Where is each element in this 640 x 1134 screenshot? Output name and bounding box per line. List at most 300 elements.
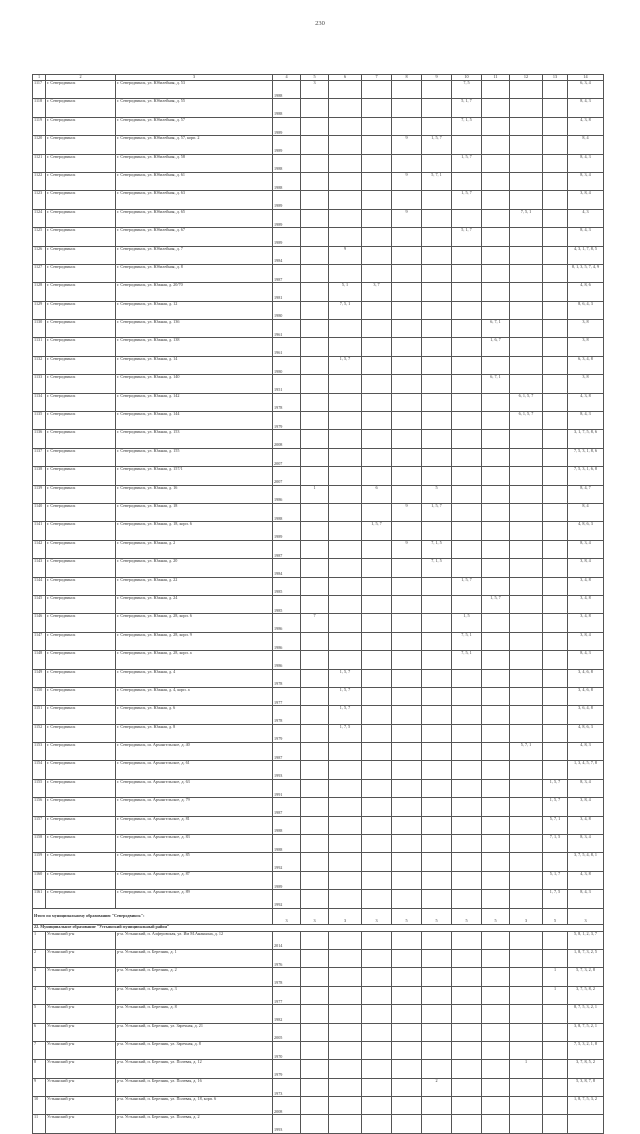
year-cell: 2008	[273, 1097, 301, 1115]
work-cell-7: 1, 5, 7	[362, 522, 392, 540]
work-cell-8	[392, 853, 422, 871]
work-cell-6	[329, 986, 362, 1004]
row-number: 1	[33, 931, 46, 949]
work-cell-6	[329, 835, 362, 853]
work-cell-14: 5, 8, 1, 2, 3, 7	[568, 931, 604, 949]
work-cell-7	[362, 1041, 392, 1059]
work-cell-12	[510, 1041, 543, 1059]
year-cell: 1984	[273, 559, 301, 577]
work-cell-9	[422, 687, 452, 705]
work-cell-8	[392, 724, 422, 742]
work-cell-9	[422, 117, 452, 135]
work-cell-6	[329, 1115, 362, 1133]
year-cell: 1970	[273, 1041, 301, 1059]
work-cell-6	[329, 890, 362, 908]
work-cell-14: 5, 7, 3, 2, 8	[568, 968, 604, 986]
work-cell-12	[510, 669, 543, 687]
table-row	[33, 968, 604, 986]
work-cell-13	[543, 191, 568, 209]
work-cell-9	[422, 467, 452, 485]
work-cell-6	[329, 228, 362, 246]
work-cell-6	[329, 559, 362, 577]
work-cell-10	[452, 931, 482, 949]
work-cell-6	[329, 448, 362, 466]
work-cell-6	[329, 81, 362, 99]
work-cell-12	[510, 467, 543, 485]
work-cell-5	[301, 320, 329, 338]
work-cell-5	[301, 853, 329, 871]
work-cell-14: 3, 4, 8	[568, 595, 604, 613]
work-cell-5	[301, 931, 329, 949]
municipality-cell: г. Северодвинск	[46, 81, 116, 99]
municipality-cell: г. Северодвинск	[46, 632, 116, 650]
work-cell-13	[543, 724, 568, 742]
work-cell-5	[301, 816, 329, 834]
work-cell-10: 1, 5	[452, 614, 482, 632]
table-row	[33, 485, 604, 503]
work-cell-5	[301, 1097, 329, 1115]
address-cell: г. Северодвинск, ш. Архангельское, д. 79	[116, 798, 273, 816]
work-cell-9	[422, 1097, 452, 1115]
work-cell-10	[452, 1115, 482, 1133]
table-row	[33, 356, 604, 374]
table-row	[33, 632, 604, 650]
work-cell-13	[543, 559, 568, 577]
work-cell-12	[510, 136, 543, 154]
work-cell-10	[452, 949, 482, 967]
work-cell-11	[482, 136, 510, 154]
row-number: 1150	[33, 687, 46, 705]
work-cell-10	[452, 1078, 482, 1096]
work-cell-12: 6, 1, 5, 7	[510, 412, 543, 430]
work-cell-7	[362, 99, 392, 117]
work-cell-11	[482, 1005, 510, 1023]
work-cell-14: 4, 3, 1, 7, 8, 5	[568, 246, 604, 264]
total-value: 5	[392, 908, 422, 924]
work-cell-14: 3, 6, 4, 8	[568, 706, 604, 724]
work-cell-12	[510, 632, 543, 650]
work-cell-12	[510, 1115, 543, 1133]
work-cell-13	[543, 632, 568, 650]
address-cell: г. Северодвинск, ш. Архангельское, д. 87	[116, 871, 273, 889]
work-cell-6: 9	[329, 246, 362, 264]
work-cell-7	[362, 1097, 392, 1115]
work-cell-5	[301, 191, 329, 209]
row-number: 1138	[33, 467, 46, 485]
work-cell-13: 5, 1, 7	[543, 871, 568, 889]
work-cell-9	[422, 522, 452, 540]
municipality-cell: г. Северодвинск	[46, 614, 116, 632]
row-number: 1155	[33, 779, 46, 797]
work-cell-8	[392, 264, 422, 282]
work-cell-10	[452, 503, 482, 521]
work-cell-14: 6, 3, 4	[568, 81, 604, 99]
total-value: 3	[329, 908, 362, 924]
table-row	[33, 246, 604, 264]
work-cell-7	[362, 1005, 392, 1023]
year-cell: 2008	[273, 430, 301, 448]
year-cell: 1986	[273, 632, 301, 650]
work-cell-12	[510, 172, 543, 190]
work-cell-10	[452, 264, 482, 282]
work-cell-5	[301, 154, 329, 172]
total-value: 5	[452, 908, 482, 924]
row-number: 1145	[33, 595, 46, 613]
work-cell-8	[392, 1097, 422, 1115]
work-cell-14: 8, 4, 3	[568, 651, 604, 669]
work-cell-12	[510, 798, 543, 816]
work-cell-9	[422, 393, 452, 411]
work-cell-10	[452, 669, 482, 687]
row-number: 5	[33, 1005, 46, 1023]
work-cell-6	[329, 320, 362, 338]
work-cell-7	[362, 320, 392, 338]
work-cell-7	[362, 209, 392, 227]
work-cell-6	[329, 412, 362, 430]
work-cell-6	[329, 172, 362, 190]
work-cell-8	[392, 632, 422, 650]
year-cell: 1989	[273, 228, 301, 246]
work-cell-12	[510, 301, 543, 319]
work-cell-13: 5, 7, 1	[543, 816, 568, 834]
work-cell-5: 7	[301, 614, 329, 632]
municipality-cell: г. Северодвинск	[46, 706, 116, 724]
work-cell-11	[482, 172, 510, 190]
work-cell-9	[422, 1005, 452, 1023]
year-cell: 1993	[273, 1115, 301, 1133]
work-cell-10	[452, 338, 482, 356]
work-cell-12	[510, 154, 543, 172]
work-cell-14: 3, 7, 5, 8, 2	[568, 986, 604, 1004]
address-cell: г. Северодвинск, ул. Южная, д. 28, корп. 9	[116, 632, 273, 650]
work-cell-7	[362, 632, 392, 650]
address-cell: г. Северодвинск, ул. Юбилейная, д. 61	[116, 172, 273, 190]
year-cell: 1988	[273, 81, 301, 99]
work-cell-10	[452, 779, 482, 797]
municipality-cell: г. Северодвинск	[46, 375, 116, 393]
work-cell-12: 5, 7, 1	[510, 743, 543, 761]
work-cell-8	[392, 412, 422, 430]
work-cell-6	[329, 191, 362, 209]
row-number: 1125	[33, 228, 46, 246]
address-cell: г. Северодвинск, ул. Южная, д. 144	[116, 412, 273, 430]
row-number: 1146	[33, 614, 46, 632]
address-cell: г. Северодвинск, ул. Южная, д. 12	[116, 301, 273, 319]
work-cell-9	[422, 191, 452, 209]
row-number: 1135	[33, 412, 46, 430]
work-cell-10	[452, 761, 482, 779]
work-cell-12	[510, 931, 543, 949]
table-row	[33, 724, 604, 742]
work-cell-12	[510, 264, 543, 282]
municipality-cell: Устьянский р-н	[46, 1115, 116, 1133]
row-number: 1144	[33, 577, 46, 595]
address-cell: р-н. Устьянский, п. Березник, д. 8	[116, 1005, 273, 1023]
year-cell: 1986	[273, 651, 301, 669]
address-cell: г. Северодвинск, ул. Южная, д. 155	[116, 448, 273, 466]
work-cell-8	[392, 1115, 422, 1133]
work-cell-6	[329, 393, 362, 411]
work-cell-9	[422, 1115, 452, 1133]
work-cell-6	[329, 931, 362, 949]
table-row	[33, 1097, 604, 1115]
work-cell-5	[301, 986, 329, 1004]
column-number-14: 14	[568, 75, 604, 81]
year-cell: 1978	[273, 968, 301, 986]
table-row	[33, 503, 604, 521]
work-cell-6	[329, 816, 362, 834]
municipality-cell: г. Северодвинск	[46, 503, 116, 521]
work-cell-7: 3, 7	[362, 283, 392, 301]
municipality-cell: г. Северодвинск	[46, 172, 116, 190]
work-cell-5	[301, 467, 329, 485]
year-cell: 1978	[273, 669, 301, 687]
work-cell-5	[301, 871, 329, 889]
work-cell-14: 8, 4, 3	[568, 154, 604, 172]
work-cell-5	[301, 393, 329, 411]
work-cell-13	[543, 99, 568, 117]
work-cell-6: 1, 5, 7	[329, 687, 362, 705]
municipality-cell: г. Северодвинск	[46, 743, 116, 761]
table-row	[33, 577, 604, 595]
work-cell-11	[482, 1115, 510, 1133]
municipality-cell: г. Северодвинск	[46, 835, 116, 853]
work-cell-9	[422, 1060, 452, 1078]
row-number: 1158	[33, 835, 46, 853]
municipality-cell: Устьянский р-н	[46, 931, 116, 949]
work-cell-10	[452, 871, 482, 889]
work-cell-6: 1, 5, 7	[329, 356, 362, 374]
work-cell-11	[482, 761, 510, 779]
work-cell-5	[301, 835, 329, 853]
work-cell-8	[392, 798, 422, 816]
work-cell-14	[568, 1115, 604, 1133]
work-cell-5	[301, 375, 329, 393]
table-row	[33, 467, 604, 485]
work-cell-10	[452, 968, 482, 986]
work-cell-10	[452, 522, 482, 540]
work-cell-5	[301, 338, 329, 356]
work-cell-9	[422, 99, 452, 117]
work-cell-14: 1, 3, 4, 5, 7, 8	[568, 761, 604, 779]
table-row	[33, 430, 604, 448]
work-cell-5	[301, 669, 329, 687]
work-cell-8	[392, 246, 422, 264]
address-cell: р-н. Устьянский, п. Березник, д. 3	[116, 986, 273, 1004]
year-cell: 1991	[273, 779, 301, 797]
work-cell-7	[362, 949, 392, 967]
municipality-cell: г. Северодвинск	[46, 191, 116, 209]
work-cell-13: 1, 7, 5	[543, 890, 568, 908]
municipality-cell: г. Северодвинск	[46, 687, 116, 705]
work-cell-8	[392, 356, 422, 374]
year-cell: 1987	[273, 540, 301, 558]
work-cell-13: 1	[543, 986, 568, 1004]
municipality-cell: г. Северодвинск	[46, 228, 116, 246]
work-cell-14: 8, 3, 4	[568, 172, 604, 190]
row-number: 1120	[33, 136, 46, 154]
address-cell: г. Северодвинск, ул. Юбилейная, д. 7	[116, 246, 273, 264]
work-cell-8	[392, 687, 422, 705]
work-cell-11	[482, 1078, 510, 1096]
work-cell-14: 4, 3, 8	[568, 117, 604, 135]
year-cell: 1989	[273, 209, 301, 227]
work-cell-13	[543, 228, 568, 246]
work-cell-12	[510, 871, 543, 889]
municipality-cell: Устьянский р-н	[46, 1005, 116, 1023]
address-cell: г. Северодвинск, ул. Южная, д. 20	[116, 559, 273, 577]
address-cell: г. Северодвинск, ш. Архангельское, д. 63	[116, 779, 273, 797]
work-cell-8	[392, 968, 422, 986]
work-cell-6: 5, 1	[329, 283, 362, 301]
address-cell: р-н. Устьянский, п. Березник, д. 2	[116, 968, 273, 986]
table-row	[33, 595, 604, 613]
work-cell-7	[362, 81, 392, 99]
work-cell-12	[510, 1097, 543, 1115]
municipality-cell: Устьянский р-н	[46, 986, 116, 1004]
work-cell-12	[510, 375, 543, 393]
table-row	[33, 338, 604, 356]
work-cell-12	[510, 559, 543, 577]
address-cell: р-н. Устьянский, п. Березник, ул. Полевая, д. 12	[116, 1060, 273, 1078]
work-cell-8	[392, 890, 422, 908]
row-number: 1153	[33, 743, 46, 761]
work-cell-8	[392, 614, 422, 632]
work-cell-10: 7, 1, 5	[452, 117, 482, 135]
work-cell-6: 1, 5, 7	[329, 669, 362, 687]
work-cell-5	[301, 503, 329, 521]
work-cell-11	[482, 99, 510, 117]
work-cell-7	[362, 614, 392, 632]
work-cell-10	[452, 743, 482, 761]
row-number: 8	[33, 1060, 46, 1078]
address-cell: г. Северодвинск, ул. Юбилейная, д. 53	[116, 81, 273, 99]
work-cell-9: 2	[422, 1078, 452, 1096]
work-cell-8	[392, 761, 422, 779]
work-cell-7	[362, 595, 392, 613]
work-cell-8	[392, 467, 422, 485]
work-cell-9	[422, 301, 452, 319]
work-cell-13	[543, 117, 568, 135]
work-cell-13	[543, 485, 568, 503]
work-cell-12	[510, 614, 543, 632]
work-cell-14: 4, 8, 3	[568, 743, 604, 761]
work-cell-6	[329, 99, 362, 117]
work-cell-13	[543, 949, 568, 967]
work-cell-14: 8, 4, 3	[568, 890, 604, 908]
work-cell-12	[510, 522, 543, 540]
column-number-1: 1	[33, 75, 46, 81]
work-cell-10	[452, 1041, 482, 1059]
work-cell-12	[510, 99, 543, 117]
work-cell-12	[510, 485, 543, 503]
work-cell-7	[362, 375, 392, 393]
work-cell-12	[510, 117, 543, 135]
work-cell-5	[301, 301, 329, 319]
work-cell-12	[510, 191, 543, 209]
municipality-cell: г. Северодвинск	[46, 338, 116, 356]
work-cell-10	[452, 853, 482, 871]
year-cell: 1961	[273, 338, 301, 356]
work-cell-12	[510, 1005, 543, 1023]
year-cell: 1985	[273, 595, 301, 613]
work-cell-7	[362, 264, 392, 282]
work-cell-5	[301, 283, 329, 301]
address-cell: г. Северодвинск, ул. Южная, д. 4	[116, 669, 273, 687]
work-cell-5	[301, 651, 329, 669]
column-number-3: 3	[116, 75, 273, 81]
work-cell-6	[329, 1060, 362, 1078]
work-cell-5	[301, 412, 329, 430]
work-cell-10	[452, 724, 482, 742]
address-cell: г. Северодвинск, ш. Архангельское, д. 40	[116, 743, 273, 761]
work-cell-11	[482, 301, 510, 319]
work-cell-7	[362, 871, 392, 889]
work-cell-13	[543, 522, 568, 540]
row-number: 1161	[33, 890, 46, 908]
work-cell-13	[543, 264, 568, 282]
municipality-cell: г. Северодвинск	[46, 540, 116, 558]
table-row	[33, 136, 604, 154]
work-cell-11: 1, 5, 7	[482, 595, 510, 613]
work-cell-7: 6	[362, 485, 392, 503]
work-cell-11	[482, 669, 510, 687]
work-cell-11	[482, 724, 510, 742]
work-cell-10	[452, 1060, 482, 1078]
work-cell-11	[482, 393, 510, 411]
work-cell-13	[543, 931, 568, 949]
address-cell: р-н. Устьянский, п. Березник, ул. Полевая, д. 18, корп. 6	[116, 1097, 273, 1115]
table-row	[33, 761, 604, 779]
work-cell-11	[482, 986, 510, 1004]
work-cell-13: 1	[543, 968, 568, 986]
work-cell-8	[392, 949, 422, 967]
total-value: 5	[543, 908, 568, 924]
work-cell-5	[301, 632, 329, 650]
work-cell-14: 3, 8, 7, 5, 2, 1	[568, 1023, 604, 1041]
work-cell-6	[329, 485, 362, 503]
work-cell-10	[452, 209, 482, 227]
row-number: 1152	[33, 724, 46, 742]
municipality-cell: Устьянский р-н	[46, 968, 116, 986]
work-cell-10	[452, 485, 482, 503]
work-cell-10	[452, 467, 482, 485]
municipality-cell: г. Северодвинск	[46, 154, 116, 172]
work-cell-11	[482, 412, 510, 430]
work-cell-7	[362, 338, 392, 356]
work-cell-7	[362, 761, 392, 779]
table-row	[33, 1023, 604, 1041]
table-row	[33, 687, 604, 705]
work-cell-14: 8, 4, 3	[568, 99, 604, 117]
work-cell-10	[452, 687, 482, 705]
row-number: 1149	[33, 669, 46, 687]
work-cell-10	[452, 301, 482, 319]
work-cell-11: 6, 7, 1	[482, 320, 510, 338]
work-cell-11	[482, 816, 510, 834]
work-cell-5	[301, 724, 329, 742]
work-cell-14: 3, 8, 4	[568, 559, 604, 577]
work-cell-9	[422, 356, 452, 374]
work-cell-12	[510, 986, 543, 1004]
table-row	[33, 949, 604, 967]
municipality-cell: г. Северодвинск	[46, 577, 116, 595]
table-row	[33, 1060, 604, 1078]
register-table	[32, 74, 604, 1134]
row-number: 2	[33, 949, 46, 967]
work-cell-5	[301, 761, 329, 779]
year-cell: 1989	[273, 871, 301, 889]
